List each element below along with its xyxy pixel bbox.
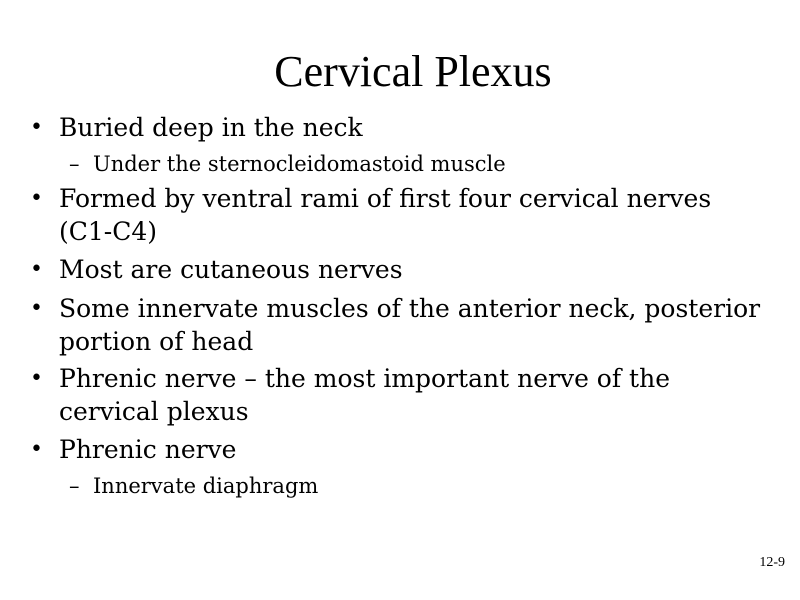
bullet-item [28,362,768,428]
bullet-text: Some innervate muscles of the anterior neck, posterior portion of head [59,294,761,356]
bullet-icon: • [30,296,43,321]
page-number: 12-9 [759,555,785,570]
dash-icon: – [69,152,80,176]
slide-title: Cervical Plexus [274,47,552,96]
bullet-text: Formed by ventral rami of first four cervical nerves (C1-C4) [59,184,712,246]
bullet-text: Most are cutaneous nerves [59,255,403,284]
sub-bullet-item [28,470,768,502]
sub-bullet-text: Under the sternocleidomastoid muscle [93,152,506,176]
bullet-icon: • [30,186,43,211]
bullet-item [28,292,768,358]
bullet-item [28,432,768,502]
bullet-icon: • [30,366,43,391]
bullet-icon: • [30,257,43,282]
sub-bullet-text: Innervate diaphragm [93,474,319,498]
bullet-icon: • [30,437,43,462]
bullet-item [28,252,768,288]
bullet-list [28,110,768,504]
bullet-item [28,110,768,180]
sub-bullet-list [28,470,768,502]
bullet-text: Buried deep in the neck [59,113,363,142]
sub-bullet-list [28,148,768,180]
bullet-text: Phrenic nerve [59,435,237,464]
bullet-text: Phrenic nerve – the most important nerve of the cervical plexus [59,364,670,426]
dash-icon: – [69,474,80,498]
sub-bullet-item [28,148,768,180]
bullet-item [28,182,768,248]
bullet-icon: • [30,115,43,140]
